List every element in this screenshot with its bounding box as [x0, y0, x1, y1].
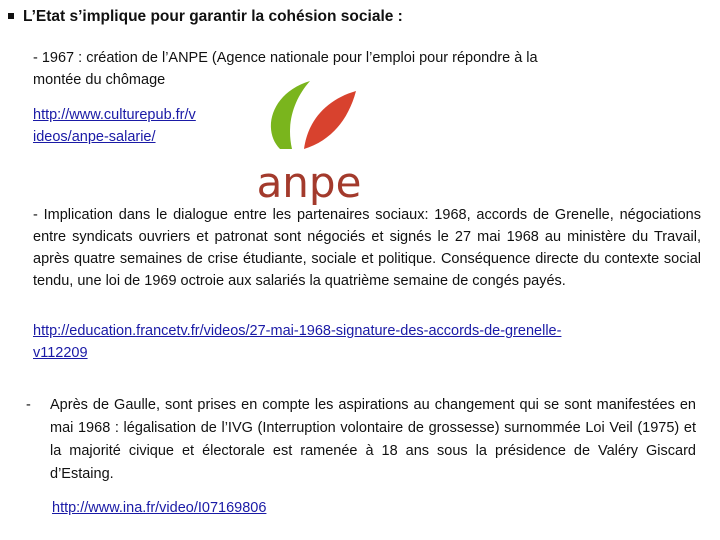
ina-link-container[interactable] [52, 497, 352, 519]
culturepub-link-line-2[interactable]: ideos/anpe-salarie/ [33, 129, 156, 145]
slide-heading [6, 4, 706, 30]
dash-bullet: - [26, 397, 31, 413]
anpe-creation-line-2: montée du chômage [33, 72, 166, 88]
after-gaulle-item [26, 394, 696, 486]
anpe-logo [252, 75, 366, 205]
grenelle-link-line-2[interactable]: v112209 [33, 345, 88, 361]
implication-paragraph: - Implication dans le dialogue entre les partenaires sociaux: 1968, accords de Grenelle, négociations entre syndicats ouvriers et patronat sont négociés et signés le 27 mai 1968 au ministère du Travail, après quatre semaines de crise étudiante, sociale et politique. Conséquence directe du contexte social tendu, une loi de 1969 octroie aux salariés la quatrième semaine de congés payés. [33, 207, 701, 289]
anpe-logo-text: anpe [256, 158, 362, 205]
anpe-logo-green-leaf [271, 81, 310, 149]
heading-text: L’Etat s’implique pour garantir la cohésion sociale : [23, 8, 403, 25]
ina-link[interactable]: http://www.ina.fr/video/I07169806 [52, 500, 267, 516]
grenelle-link[interactable] [33, 320, 703, 364]
square-bullet-icon [8, 13, 14, 19]
culturepub-link[interactable] [33, 104, 263, 148]
anpe-creation-line-1: - 1967 : création de l’ANPE (Agence nationale pour l’emploi pour répondre à la [33, 50, 538, 66]
after-gaulle-text: Après de Gaulle, sont prises en compte les aspirations au changement qui se sont manifestées en mai 1968 : légalisation de l’IVG (Interruption volontaire de grossesse) surnommée Loi Veil (1975) et la majorité civique et électorale est ramenée à 18 ans sous la présidence de Valéry Giscard d’Estaing. [50, 397, 696, 482]
grenelle-link-line-1[interactable]: http://education.francetv.fr/videos/27-mai-1968-signature-des-accords-de-grenelle- [33, 323, 562, 339]
culturepub-link-line-1[interactable]: http://www.culturepub.fr/v [33, 107, 196, 123]
anpe-logo-red-leaf [304, 91, 356, 149]
